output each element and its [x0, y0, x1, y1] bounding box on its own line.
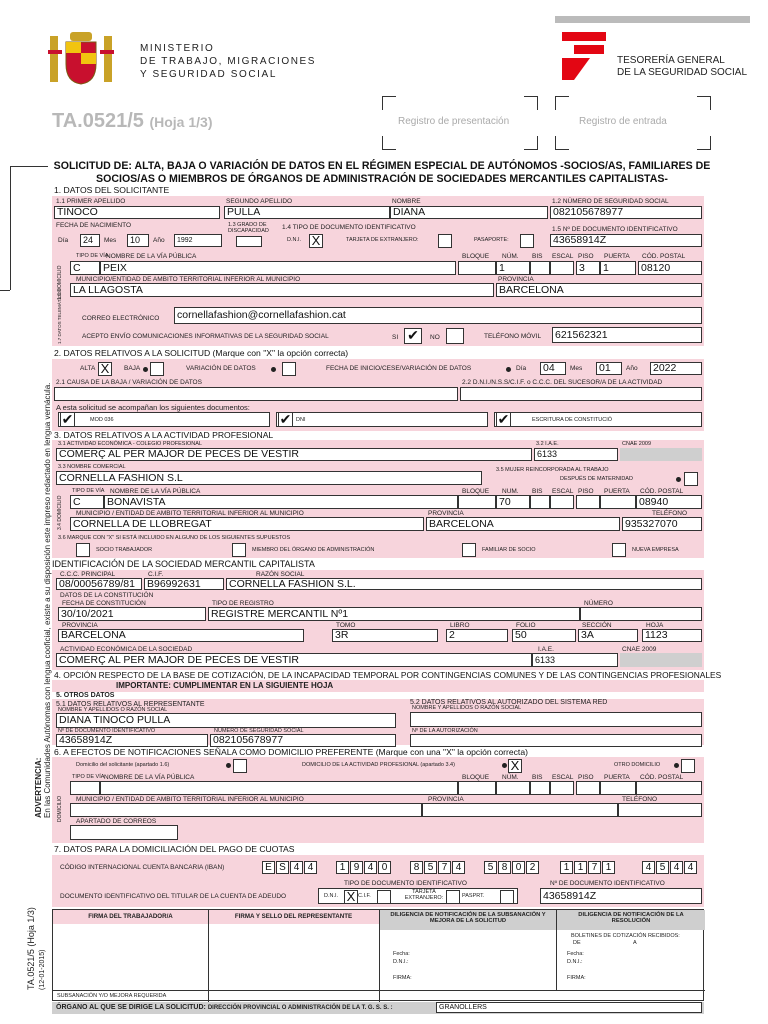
label: Día [58, 237, 69, 244]
label: CÓD. POSTAL [640, 488, 684, 495]
rep-nss-field[interactable]: 082105678977 [210, 734, 396, 747]
label: Domicilio del solicitante (apartado 1.6) [76, 762, 170, 768]
acepto-no-checkbox[interactable] [446, 328, 464, 344]
label: ESCAL [552, 488, 574, 495]
iban-boxes[interactable] [262, 861, 702, 875]
puerta-field[interactable]: 1 [600, 261, 636, 275]
s6-puerta-field[interactable] [600, 781, 636, 795]
firma-trabajador-header: FIRMA DEL TRABAJADOR/A [88, 913, 173, 920]
s6-bis-field[interactable] [530, 781, 550, 795]
razon-field[interactable]: CORNELLA FASHION S.L. [226, 578, 702, 590]
label: C.I.F. [148, 571, 164, 578]
organo-label: ÓRGANO AL QUE SE DIRIGE LA SOLICITUD: DIRECCIÓN PROVINCIAL O ADMINISTRACIÓN DE LA T. G. S. S. : [56, 1004, 393, 1011]
label: DATOS DE LA CONSTITUCIÓN [60, 592, 154, 599]
label: PUERTA [604, 774, 630, 781]
dom-solicitante-checkbox[interactable] [233, 759, 247, 773]
s6-cp-field[interactable] [636, 781, 702, 795]
form-code: TA.0521/5 (Hoja 1/3) [52, 110, 213, 132]
label: FECHA DE INICIO/CESE/VARIACIÓN DE DATOS [326, 365, 472, 372]
label: FECHA DE NACIMIENTO [56, 222, 132, 229]
s6-title: 6. A EFECTOS DE NOTIFICACIONES SEÑALA COMO DOMICILIO PREFERENTE (Marque con una "X" la opción correcta) [54, 747, 528, 757]
label: A [633, 940, 637, 946]
label: FAMILIAR DE SOCIO [482, 547, 536, 553]
s6-municipio-field[interactable] [70, 803, 422, 817]
numero-registro-field[interactable] [580, 607, 702, 621]
label: A esta solicitud se acompañan los siguientes documentos: [56, 403, 250, 412]
s6-num-field[interactable] [496, 781, 530, 795]
iban-digit[interactable]: E [262, 861, 275, 874]
label: 1.6 DOMICILIO [57, 265, 63, 300]
label: DOMICILIO [57, 795, 63, 822]
label: BIS [532, 253, 543, 260]
seccion-field[interactable]: 3A [578, 629, 638, 642]
label: HOJA [646, 622, 664, 629]
iban-digit[interactable]: 8 [498, 861, 511, 874]
label: BOLETINES DE COTIZACIÓN RECIBIDOS: [571, 933, 680, 939]
label: NÚMERO DE SEGURIDAD SOCIAL [214, 728, 304, 734]
baja-checkbox[interactable] [150, 362, 164, 376]
dot-icon [271, 367, 276, 372]
side-form-code: TA.0521/5 (Hoja 1/3) (12-01-2015) [26, 907, 46, 990]
s6-piso-field[interactable] [576, 781, 600, 795]
label: NOMBRE Y APELLIDOS O RAZÓN SOCIAL [412, 705, 522, 711]
acepto-si-checkbox[interactable]: ✔ [404, 328, 422, 344]
label: I.A.E. [538, 646, 554, 653]
s5-title: 5. OTROS DATOS [56, 692, 115, 699]
label: MOD 036 [90, 417, 114, 423]
label: TIPO DE DOCUMENTO IDENTIFICATIVO [344, 880, 467, 887]
bis-field[interactable] [530, 261, 550, 275]
label: TARJETA DE EXTRANJERO: [346, 237, 419, 243]
iban-digit[interactable]: 4 [452, 861, 465, 874]
label: OTRO DOMICILIO [614, 762, 661, 768]
s3-tipovia-field[interactable]: C [70, 495, 104, 509]
label: DOMICILIO DE LA ACTIVIDAD PROFESIONAL (apartado 3.4) [302, 762, 455, 768]
s3-cp-field[interactable]: 08940 [636, 495, 702, 509]
fecha-mes-field[interactable]: 01 [596, 362, 622, 375]
label: Fecha: [567, 951, 584, 957]
s4-importante: IMPORTANTE: CUMPLIMENTAR EN LA SIGUIENTE HOJA [116, 681, 334, 690]
dni-checkbox[interactable]: X [309, 234, 323, 248]
nac-anio-field[interactable]: 1992 [174, 234, 222, 247]
label: Año [626, 365, 638, 372]
label: PROVINCIA [428, 796, 464, 803]
label: Año [153, 237, 165, 244]
ministry-name: MINISTERIO DE TRABAJO, MIGRACIONES Y SEGURIDAD SOCIAL [140, 43, 317, 80]
label: ALTA [80, 365, 96, 372]
causa-field[interactable] [54, 387, 458, 401]
cif-field[interactable]: B96992631 [144, 578, 224, 590]
label: 3.3 NOMBRE COMERCIAL [58, 464, 126, 470]
sucesor-field[interactable] [460, 387, 702, 401]
label: ESCAL [552, 253, 574, 260]
pasaporte-checkbox[interactable] [520, 234, 534, 248]
iban-digit[interactable]: 7 [438, 861, 451, 874]
titular-tarjeta-checkbox[interactable] [446, 890, 460, 904]
label: TIPO DE VÍA [76, 253, 109, 259]
dot-icon [674, 763, 679, 768]
label: C.I.F. [358, 893, 371, 899]
label: 2.2 D.N.I./N.S.S/C.I.F. o C.C.C. DEL SUCESOR/A DE LA ACTIVIDAD [462, 379, 663, 386]
label: 5.2 DATOS RELATIVOS AL AUTORIZADO DEL SISTEMA RED [410, 699, 608, 706]
titular-numdoc-field[interactable]: 43658914Z [540, 888, 702, 904]
doc-2-checkbox[interactable]: ✔ [279, 411, 292, 427]
s2-title: 2. DATOS RELATIVOS A LA SOLICITUD (Marque con "X" la opción correcta) [54, 348, 349, 358]
tipo-registro-field[interactable]: REGISTRE MERCANTIL Nº1 [208, 607, 580, 621]
folio-field[interactable]: 50 [512, 629, 576, 642]
label: D.N.I. [324, 893, 339, 899]
iban-digit[interactable]: 9 [350, 861, 363, 874]
side-warning: ADVERTENCIA: En las Comunidades Autónomas con lengua cooficial, existe a su disposición este impreso redactado en lengua vernácula. [34, 382, 52, 818]
dom-actividad-checkbox[interactable]: X [508, 759, 522, 773]
iban-digit[interactable]: 7 [588, 861, 601, 874]
label: TELÉFONO MÓVIL [484, 333, 542, 340]
label: 1.1 PRIMER APELLIDO [56, 198, 126, 205]
label: Día [516, 365, 527, 372]
tomo-field[interactable]: 3R [332, 629, 438, 642]
doc-3-checkbox[interactable]: ✔ [497, 411, 510, 427]
label: 3.4 DOMICILIO [57, 495, 63, 530]
maternidad-checkbox[interactable] [684, 472, 698, 486]
label: Nº DE DOCUMENTO IDENTIFICATIVO [550, 880, 665, 887]
provincia-field[interactable]: BARCELONA [496, 283, 702, 297]
label: PROVINCIA [498, 276, 534, 283]
s3-telefono-field[interactable]: 935327070 [622, 517, 702, 531]
municipio-field[interactable]: LA LLAGOSTA [70, 283, 494, 297]
label: APARTADO DE CORREOS [76, 818, 157, 825]
label: Mes [570, 365, 583, 372]
s6-apartado-field[interactable] [70, 825, 178, 840]
label: TELÉFONO [622, 796, 658, 803]
label: PUERTA [604, 253, 630, 260]
escal-field[interactable] [550, 261, 574, 275]
label: 1.5 Nº DE DOCUMENTO IDENTIFICATIVO [552, 226, 678, 233]
label: FOLIO [516, 622, 536, 629]
iban-digit[interactable]: 5 [656, 861, 669, 874]
label: SECCIÓN [582, 622, 612, 629]
organo-field[interactable]: GRANOLLERS [436, 1002, 702, 1013]
variacion-checkbox[interactable] [282, 362, 296, 376]
label: PASAPORTE: [474, 237, 509, 243]
soc-actividad-field[interactable]: COMERÇ AL PER MAJOR DE PECES DE VESTIR [56, 653, 532, 667]
s6-tipovia-field[interactable] [70, 781, 100, 795]
discapacidad-field[interactable] [236, 236, 262, 247]
s3-puerta-field[interactable] [600, 495, 636, 509]
label: PUERTA [604, 488, 630, 495]
label: NUM. [502, 488, 519, 495]
dot-icon [676, 477, 681, 482]
tgss-logo-icon [560, 30, 608, 82]
label: TIPO DE REGISTRO [212, 600, 274, 607]
label: SI [392, 334, 399, 341]
fecha-dia-field[interactable]: 04 [540, 362, 566, 375]
label: D.N.I. [287, 237, 302, 243]
label: NUEVA EMPRESA [632, 547, 679, 553]
label: CNAE 2009 [622, 646, 657, 653]
socio-trabajador-checkbox[interactable] [76, 543, 90, 557]
label: RAZÓN SOCIAL [256, 571, 305, 578]
dom-otro-checkbox[interactable] [681, 759, 695, 773]
ccc-field[interactable]: 08/00056789/81 [56, 578, 142, 590]
cp-field[interactable]: 08120 [638, 261, 702, 275]
iban-digit[interactable]: 1 [560, 861, 573, 874]
label: NOMBRE DE LA VÍA PÚBLICA [106, 253, 197, 260]
soc-cnae-field [620, 653, 702, 667]
label: MUNICIPIO / ENTIDAD DE AMBITO TERRITORIAL INFERIOR AL MUNICIPIO [76, 510, 304, 517]
bloque-field[interactable] [458, 261, 496, 275]
coat-of-arms-icon [48, 30, 114, 90]
rep-nombre-field[interactable]: DIANA TINOCO PULLA [56, 713, 396, 728]
fecha-anio-field[interactable]: 2022 [650, 362, 702, 375]
apellido2-field[interactable]: PULLA [224, 206, 390, 219]
tarjeta-checkbox[interactable] [438, 234, 452, 248]
s3-bloque-field[interactable] [458, 495, 496, 509]
s6-telefono-field[interactable] [618, 803, 702, 817]
iban-digit[interactable]: 2 [526, 861, 539, 874]
label: MUNICIPIO / ENTIDAD DE AMBITO TERRITORIAL INFERIOR AL MUNICIPIO [76, 796, 304, 803]
label: PISO [578, 488, 594, 495]
label: SOCIO TRABAJADOR [96, 547, 153, 553]
titular-pasprt-checkbox[interactable] [500, 890, 514, 904]
label: D.N.I.: [393, 959, 409, 965]
label: LIBRO [450, 622, 470, 629]
dot-icon [226, 763, 231, 768]
label: 1.7 DATOS TELEMÁTICOS [57, 288, 62, 344]
s3-via-field[interactable]: BONAVISTA [104, 495, 458, 509]
dot-icon [502, 763, 507, 768]
iban-digit[interactable]: 0 [512, 861, 525, 874]
miembro-organo-checkbox[interactable] [232, 543, 246, 557]
alta-checkbox[interactable]: X [98, 362, 112, 376]
label: TOMO [336, 622, 356, 629]
doc-2-field[interactable] [276, 412, 488, 427]
iban-digit[interactable]: 0 [378, 861, 391, 874]
label: NOMBRE DE LA VÍA PÚBLICA [104, 774, 195, 781]
titular-cif-checkbox[interactable] [377, 890, 391, 904]
comercial-field[interactable]: CORNELLA FASHION S.L [56, 471, 482, 485]
apellido1-field[interactable]: TINOCO [54, 206, 220, 219]
label: Nº DE LA AUTORIZACIÓN [412, 728, 478, 734]
label: 2.1 CAUSA DE LA BAJA / VARIACIÓN DE DATOS [56, 379, 202, 386]
registro-entrada-box: Registro de entrada [555, 96, 711, 150]
label: CORREO ELECTRÓNICO [82, 315, 160, 322]
tipovia-field[interactable]: C [70, 261, 100, 275]
label: 1.2 NÚMERO DE SEGURIDAD SOCIAL [552, 198, 669, 205]
iban-digit[interactable]: 1 [336, 861, 349, 874]
actividad-field[interactable]: COMERÇ AL PER MAJOR DE PECES DE VESTIR [56, 448, 532, 461]
movil-field[interactable]: 621562321 [552, 327, 702, 343]
soc-iae-field[interactable]: 6133 [532, 653, 618, 667]
titular-dni-checkbox[interactable]: X [344, 890, 358, 904]
label: FECHA DE CONSTITUCIÓN [62, 600, 146, 607]
soc-provincia-field[interactable]: BARCELONA [58, 629, 304, 642]
piso-field[interactable]: 3 [576, 261, 600, 275]
label: DOCUMENTO IDENTIFICATIVO DEL TITULAR DE LA CUENTA DE ADEUDO [60, 893, 287, 900]
iban-digit[interactable]: S [276, 861, 289, 874]
diligencia-resolucion-header: DILIGENCIA DE NOTIFICACIÓN DE LA RESOLUCIÓN [578, 912, 684, 924]
s1-title: 1. DATOS DEL SOLICITANTE [54, 185, 170, 195]
s4-title: 4. OPCIÓN RESPECTO DE LA BASE DE COTIZACIÓN, DE LA INCAPACIDAD TEMPORAL POR CONTINGENCIAS COMUNES Y DE LAS CONTINGENCIAS PROFESIONALES [54, 670, 722, 680]
s3-escal-field[interactable] [550, 495, 574, 509]
cnae-field [620, 448, 702, 461]
label: CÓD. POSTAL [642, 253, 686, 260]
firma-representante-header: FIRMA Y SELLO DEL REPRESENTANTE [234, 913, 353, 920]
s3-provincia-field[interactable]: BARCELONA [426, 517, 620, 531]
label: BLOQUE [462, 488, 490, 495]
registro-presentacion-box: Registro de presentación [382, 96, 538, 150]
num-field[interactable]: 1 [496, 261, 530, 275]
label: 1.3 GRADO DE DISCAPACIDAD [228, 222, 269, 234]
tgss-name: TESORERÍA GENERAL DE LA SEGURIDAD SOCIAL [617, 55, 748, 78]
label: CÓD. POSTAL [640, 774, 684, 781]
label: TARJETA EXTRANJERO: [404, 889, 444, 901]
label: Mes [104, 237, 117, 244]
label: DNI [296, 417, 306, 423]
label: 3.6 MARQUE CON "X" SI ESTÁ INCLUIDO EN ALGUNO DE LOS SIGUIENTES SUPUESTOS [58, 535, 291, 541]
s6-provincia-field[interactable] [422, 803, 618, 817]
iban-digit[interactable]: 4 [684, 861, 697, 874]
label: MUNICIPIO/ENTIDAD DE AMBITO TERRITORIAL INFERIOR AL MUNICIPIO [76, 276, 301, 283]
diligencia-subsanacion-header: DILIGENCIA DE NOTIFICACIÓN DE LA SUBSANACIÓN Y MEJORA DE LA SOLICITUD [390, 912, 546, 924]
s6-bloque-field[interactable] [458, 781, 496, 795]
label: DE [573, 940, 581, 946]
nombre-field[interactable]: DIANA [390, 206, 548, 219]
nac-dia-field[interactable]: 24 [80, 234, 100, 247]
s3-municipio-field[interactable]: CORNELLA DE LLOBREGAT [70, 517, 424, 531]
iban-digit[interactable]: 4 [670, 861, 683, 874]
fecha-constitucion-field[interactable]: 30/10/2021 [58, 607, 206, 621]
nss-field[interactable]: 082105678977 [550, 206, 702, 219]
dot-icon [143, 367, 148, 372]
s3-bis-field[interactable] [530, 495, 550, 509]
label: BIS [532, 774, 543, 781]
label: ACTIVIDAD ECONÓMICA DE LA SOCIEDAD [60, 646, 193, 653]
label: NOMBRE DE LA VÍA PÚBLICA [110, 488, 201, 495]
label: PISO [578, 253, 594, 260]
label: NO [430, 334, 440, 341]
iban-digit[interactable]: 1 [602, 861, 615, 874]
signature-table [52, 909, 704, 1001]
numdoc-field[interactable]: 43658914Z [550, 234, 702, 247]
iban-digit[interactable]: 8 [410, 861, 423, 874]
iban-digit[interactable]: 5 [424, 861, 437, 874]
nueva-empresa-checkbox[interactable] [612, 543, 626, 557]
label: TELÉFONO [652, 510, 688, 517]
form-title: SOLICITUD DE: ALTA, BAJA O VARIACIÓN DE DATOS EN EL RÉGIMEN ESPECIAL DE AUTÓNOMOS -SOCIOS/AS, FAMILIARES DE SOCIOS/AS O MIEMBROS DE ÓRGANOS DE ADMINISTRACIÓN DE SOCIEDADES MERCANTILES CAPITALISTAS- [53, 160, 711, 185]
top-bar [555, 16, 750, 23]
doc-1-checkbox[interactable]: ✔ [61, 411, 74, 427]
iban-digit[interactable]: 4 [642, 861, 655, 874]
label: 3.5 MUJER REINCORPORADA AL TRABAJO [496, 467, 609, 473]
s7-title: 7. DATOS PARA LA DOMICILIACIÓN DEL PAGO DE CUOTAS [54, 844, 295, 854]
label: CNAE 2009 [622, 441, 652, 447]
label: BAJA [124, 365, 141, 372]
dot-icon [506, 367, 511, 372]
s3-piso-field[interactable] [576, 495, 600, 509]
label: MIEMBRO DEL ÓRGANO DE ADMINISTRACIÓN [252, 547, 375, 553]
aut-num-field[interactable] [410, 734, 702, 747]
label: PASPRT. [462, 893, 485, 899]
rep-numdoc-field[interactable]: 43658914Z [56, 734, 208, 747]
label: BLOQUE [462, 774, 490, 781]
label: TIPO DE VÍA [72, 488, 105, 494]
familiar-socio-checkbox[interactable] [462, 543, 476, 557]
label: NOMBRE [392, 198, 421, 205]
label: NÚM. [502, 253, 519, 260]
label: SUBSANACIÓN Y/O MEJORA REQUERIDA [57, 993, 167, 999]
label: PISO [578, 774, 594, 781]
label: C.C.C. PRINCIPAL [60, 571, 116, 578]
label: BIS [532, 488, 543, 495]
via-field[interactable]: PEIX [100, 261, 456, 275]
email-field[interactable]: cornellafashion@cornellafashion.cat [174, 307, 702, 324]
label: NÚM. [502, 774, 519, 781]
label: CÓDIGO INTERNACIONAL CUENTA BANCARIA (IBAN) [60, 864, 225, 871]
hoja-field[interactable]: 1123 [642, 629, 702, 642]
s3-title: 3. DATOS RELATIVOS A LA ACTIVIDAD PROFESIONAL [54, 430, 274, 440]
label: FIRMA: [567, 975, 586, 981]
iban-digit[interactable]: 4 [290, 861, 303, 874]
libro-field[interactable]: 2 [446, 629, 508, 642]
label: SEGUNDO APELLIDO [226, 198, 293, 205]
label: Fecha: [393, 951, 410, 957]
s6-escal-field[interactable] [550, 781, 574, 795]
iban-digit[interactable]: 1 [574, 861, 587, 874]
label: FIRMA: [393, 975, 412, 981]
label: BLOQUE [462, 253, 490, 260]
s6-via-field[interactable] [100, 781, 458, 795]
label: TIPO DE VÍA [72, 774, 105, 780]
label: ESCAL [552, 774, 574, 781]
label: 3.1 ACTIVIDAD ECONÓMICA - COLEGIO PROFESIONAL [58, 441, 202, 447]
label: NÚMERO [584, 600, 613, 607]
iban-digit[interactable]: 5 [484, 861, 497, 874]
label: 5.1 DATOS RELATIVOS AL REPRESENTANTE [56, 701, 205, 708]
label: D.N.I.: [567, 959, 583, 965]
label: PROVINCIA [62, 622, 98, 629]
iae-field[interactable]: 6133 [534, 448, 618, 461]
soc-title: IDENTIFICACIÓN DE LA SOCIEDAD MERCANTIL CAPITALISTA [52, 559, 315, 569]
label: ESCRITURA DE CONSTITUCIÓ [532, 417, 613, 423]
aut-nombre-field[interactable] [410, 712, 702, 727]
label: 3.2 I.A.E. [536, 441, 559, 447]
nac-mes-field[interactable]: 10 [127, 234, 149, 247]
iban-digit[interactable]: 4 [364, 861, 377, 874]
s3-num-field[interactable]: 70 [496, 495, 530, 509]
label: 1.4 TIPO DE DOCUMENTO IDENTIFICATIVO [282, 224, 416, 231]
iban-digit[interactable]: 4 [304, 861, 317, 874]
label: NOMBRE Y APELLIDOS O RAZÓN SOCIAL [58, 707, 168, 713]
label: VARIACIÓN DE DATOS [186, 365, 256, 372]
label: Nº DE DOCUMENTO IDENTIFICATIVO [58, 728, 156, 734]
label: ACEPTO ENVÍO COMUNICACIONES INFORMATIVAS DE LA SEGURIDAD SOCIAL [82, 333, 329, 340]
label: PROVINCIA [428, 510, 464, 517]
label: DESPUÉS DE MATERNIDAD [560, 476, 633, 482]
